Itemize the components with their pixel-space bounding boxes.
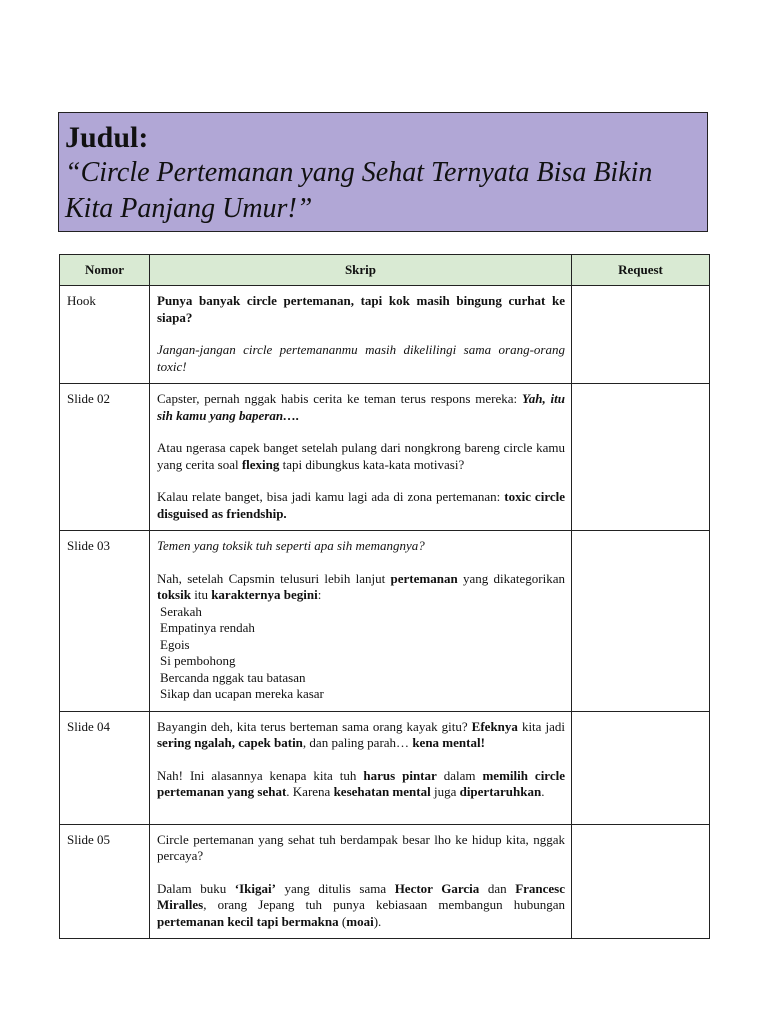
text-run: ‘Ikigai’ — [234, 880, 276, 896]
skrip-paragraph — [157, 571, 565, 604]
text-run: juga — [430, 784, 460, 799]
header-skrip: Skrip — [150, 255, 572, 286]
list-item: Empatinya rendah — [160, 620, 255, 635]
title-label: Judul: — [65, 121, 149, 154]
request-cell — [572, 384, 710, 531]
skrip-paragraph — [157, 768, 565, 801]
text-run: Yah, itu sih kamu yang baperan…. — [157, 391, 565, 423]
skrip-paragraph — [157, 881, 565, 931]
text-run: pertemanan — [390, 570, 458, 586]
text-run: Nah, setelah Capsmin telusuri lebih lanjut — [157, 570, 391, 586]
header-nomor: Nomor — [60, 255, 150, 286]
skrip-paragraph: Temen yang toksik tuh seperti apa sih memangnya? — [157, 538, 425, 553]
text-run: yang dikategorikan — [457, 570, 565, 586]
text-run: , dan paling parah… — [302, 735, 413, 750]
row-number: Slide 03 — [60, 531, 150, 712]
text-run: Kalau relate banget, bisa jadi kamu lagi ada di zona pertemanan: — [157, 489, 505, 504]
text-run: Capster, pernah nggak habis cerita ke teman terus respons mereka: — [157, 391, 522, 406]
text-run: moai — [346, 913, 374, 929]
text-run: . Karena — [286, 784, 334, 799]
text-run: dalam — [436, 767, 483, 783]
request-cell — [572, 531, 710, 712]
request-cell — [572, 824, 710, 939]
text-run: : — [317, 587, 322, 602]
text-run: Dalam buku — [157, 880, 235, 896]
toxic-traits-list — [157, 604, 565, 703]
table-row-hook — [60, 286, 710, 384]
skrip-paragraph: Circle pertemanan yang sehat tuh berdampak besar lho ke hidup kita, nggak percaya? — [157, 831, 565, 863]
table-row-slide-05 — [60, 824, 710, 939]
row-number: Hook — [60, 286, 150, 384]
text-run: Hector Garcia — [394, 880, 480, 896]
text-run: toksik — [157, 587, 191, 602]
text-run: memilih circle pertemanan yang sehat — [157, 767, 565, 799]
row-number: Slide 05 — [60, 824, 150, 939]
request-cell — [572, 711, 710, 824]
row-number: Slide 02 — [60, 384, 150, 531]
text-run: sering ngalah, capek batin — [157, 735, 303, 750]
skrip-cell — [150, 286, 572, 384]
list-item: Si pembohong — [160, 653, 236, 668]
skrip-cell — [150, 531, 572, 712]
text-run: toxic circle disguised as friendship. — [157, 489, 566, 521]
table-row-slide-04 — [60, 711, 710, 824]
text-run: kesehatan mental — [333, 784, 431, 799]
text-run: pertemanan kecil tapi bermakna — [157, 913, 339, 929]
list-item: Egois — [160, 636, 190, 652]
list-item: Sikap dan ucapan mereka kasar — [160, 686, 324, 701]
skrip-paragraph — [157, 391, 565, 424]
list-item: Bercanda nggak tau batasan — [160, 669, 306, 685]
text-run: yang ditulis sama — [275, 880, 395, 896]
list-item: Serakah — [160, 603, 202, 619]
text-run: dan — [479, 880, 516, 896]
text-run: Bayangin deh, kita terus berteman sama orang kayak gitu? — [157, 718, 472, 734]
text-run: dipertaruhkan — [459, 784, 542, 799]
text-run: flexing — [241, 456, 280, 472]
header-request: Request — [572, 255, 710, 286]
skrip-paragraph: Punya banyak circle pertemanan, tapi kok masih bingung curhat ke siapa? — [157, 293, 565, 325]
skrip-paragraph: Jangan-jangan circle pertemananmu masih dikelilingi sama orang-orang toxic! — [157, 342, 565, 374]
text-run: , orang Jepang tuh punya kebiasaan membangun hubungan — [203, 897, 565, 912]
text-run: Nah! Ini alasannya kenapa kita tuh — [157, 767, 364, 783]
skrip-cell — [150, 824, 572, 939]
skrip-cell — [150, 384, 572, 531]
skrip-paragraph — [157, 719, 565, 752]
text-run: ). — [373, 913, 382, 929]
table-row-slide-02 — [60, 384, 710, 531]
table-header-row — [60, 255, 710, 286]
script-table — [59, 254, 710, 939]
text-run: Atau ngerasa capek banget setelah pulang dari nongkrong bareng circle kamu yang cerita soal — [157, 440, 565, 472]
title-text: “Circle Pertemanan yang Sehat Ternyata Bisa Bikin Kita Panjang Umur!” — [65, 157, 653, 224]
title-box — [58, 112, 708, 232]
text-run: tapi dibungkus kata-kata motivasi? — [279, 456, 465, 472]
text-run: Francesc Miralles — [157, 880, 565, 912]
request-cell — [572, 286, 710, 384]
skrip-paragraph — [157, 440, 565, 473]
text-run: harus pintar — [363, 767, 437, 783]
skrip-cell — [150, 711, 572, 824]
table-row-slide-03 — [60, 531, 710, 712]
text-run: karakternya begini — [211, 587, 318, 602]
text-run: itu — [190, 587, 212, 602]
text-run: Efeknya — [471, 718, 518, 734]
text-run: . — [541, 784, 545, 799]
skrip-paragraph — [157, 489, 565, 522]
row-number: Slide 04 — [60, 711, 150, 824]
text-run: kita jadi — [517, 718, 565, 734]
text-run: ( — [338, 913, 347, 929]
text-run: kena mental! — [412, 735, 485, 750]
